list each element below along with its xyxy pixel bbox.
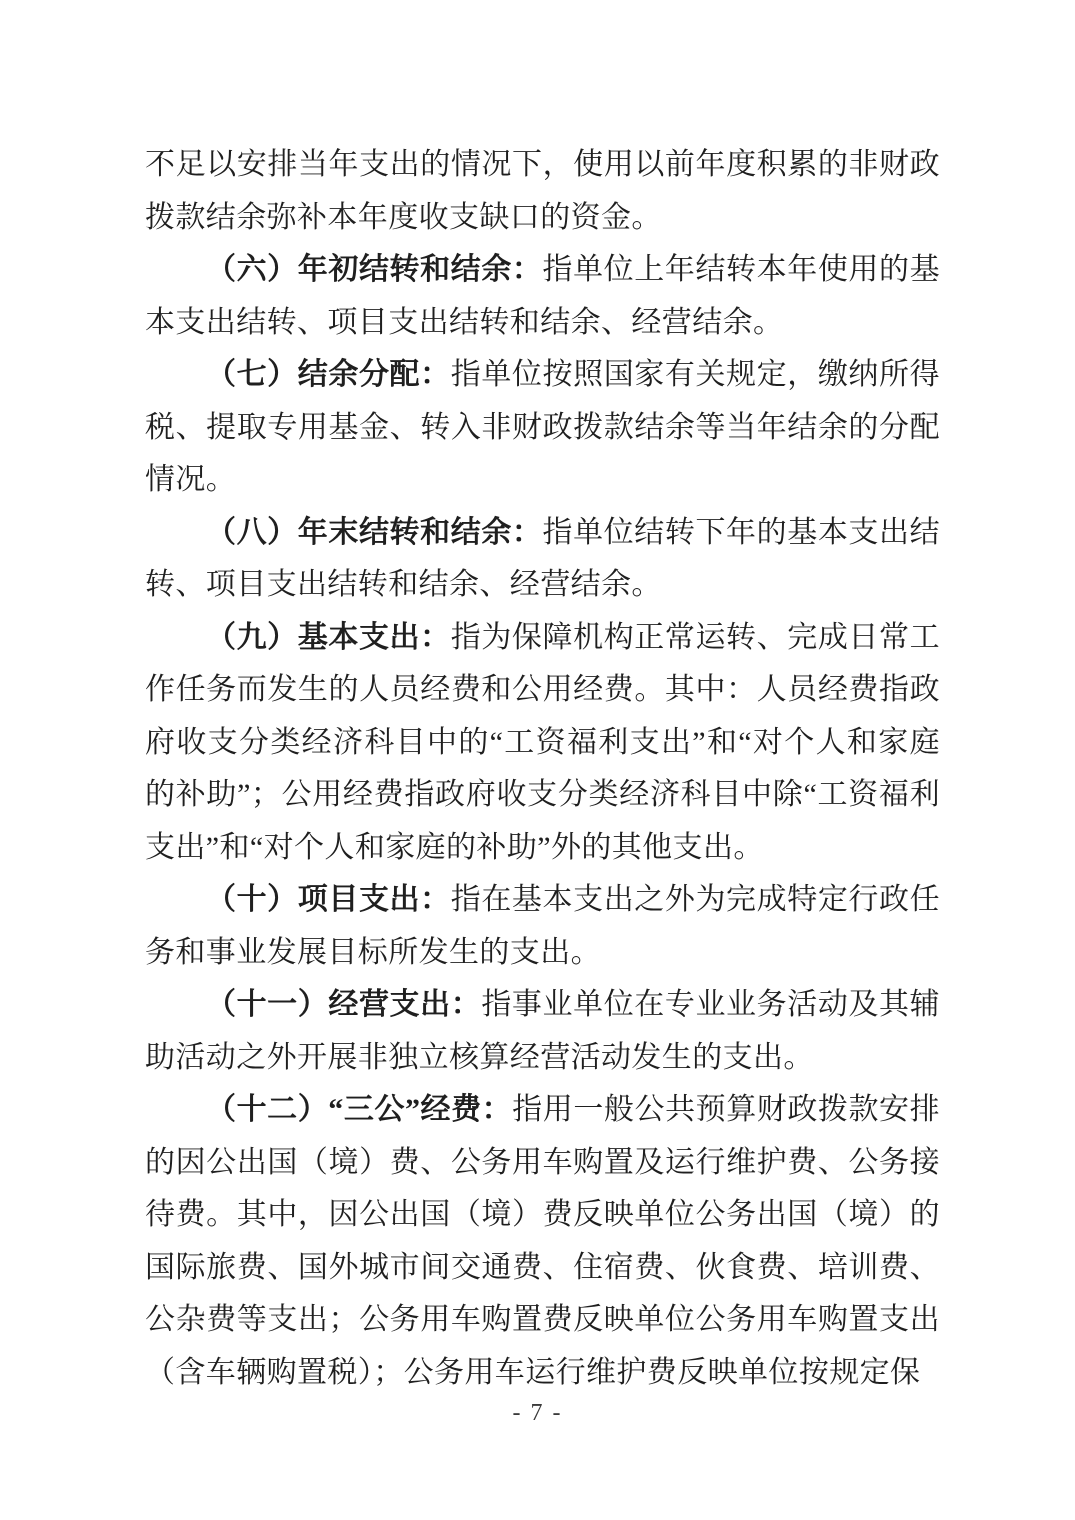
term-label: （十二）“三公”经费：: [206, 1093, 513, 1126]
paragraph-text: 指事业单位在专业业务活动及其辅助活动之外开展非独立核算经营活动发生的支出。: [145, 988, 941, 1074]
paragraph-text: 指为保障机构正常运转、完成日常工作任务而发生的人员经费和公用经费。其中：人员经费指政府收支分类经济科目中的“工资福利支出”和“对个人和家庭的补助”；公用经费指政府收支分类经济科目中除“工资福利支出”和“对个人和家庭的补助”外的其他支出。: [145, 620, 940, 864]
paragraph-text: 指在基本支出之外为完成特定行政任务和事业发展目标所发生的支出。: [145, 883, 940, 969]
paragraph-text: 指单位上年结转本年使用的基本支出结转、项目支出结转和结余、经营结余。: [145, 253, 940, 339]
paragraph-item-6: [145, 244, 940, 349]
paragraph-text: 指单位按照国家有关规定，缴纳所得税、提取专用基金、转入非财政拨款结余等当年结余的分配情况。: [145, 358, 940, 496]
page-number: - 7 -: [512, 1400, 563, 1426]
term-label: （七）结余分配：: [206, 358, 451, 391]
term-label: （十）项目支出：: [206, 883, 451, 916]
paragraph-text: 指单位结转下年的基本支出结转、项目支出结转和结余、经营结余。: [145, 515, 940, 601]
term-label: （六）年初结转和结余：: [206, 253, 543, 286]
paragraph-continuation: [145, 139, 940, 244]
paragraph-item-8: [145, 507, 940, 612]
paragraph-item-11: [145, 979, 940, 1084]
paragraph-text: 不足以安排当年支出的情况下，使用以前年度积累的非财政拨款结余弥补本年度收支缺口的资金。: [145, 148, 940, 234]
paragraph-item-12: [145, 1084, 940, 1399]
term-label: （九）基本支出：: [206, 620, 451, 654]
document-body: [145, 139, 940, 1399]
term-label: （十一）经营支出：: [206, 988, 482, 1021]
paragraph-item-10: [145, 874, 940, 979]
paragraph-item-9: [145, 612, 940, 875]
paragraph-text: 指用一般公共预算财政拨款安排的因公出国（境）费、公务用车购置及运行维护费、公务接待费。其中，因公出国（境）费反映单位公务出国（境）的国际旅费、国外城市间交通费、住宿费、伙食费、培训费、公杂费等支出；公务用车购置费反映单位公务用车购置支出（含车辆购置税）；公务用车运行维护费反映单位按规定保: [145, 1093, 940, 1389]
paragraph-item-7: [145, 349, 940, 507]
term-label: （八）年末结转和结余：: [206, 515, 543, 549]
